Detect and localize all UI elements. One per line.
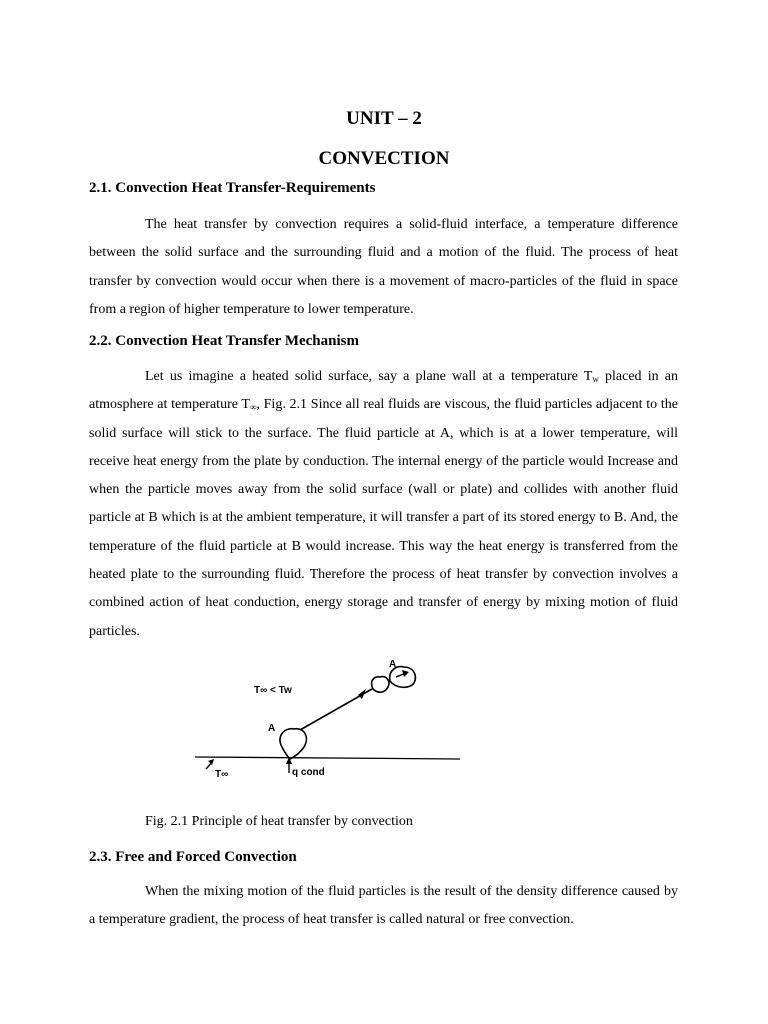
- section-paragraph-2-2: [89, 363, 678, 646]
- label-a-top: A: [389, 659, 397, 670]
- subscript-infinity: ∞: [249, 402, 257, 413]
- paragraph-text: Let us imagine a heated solid surface, say a plane wall at a temperature T: [145, 369, 593, 384]
- collision-arrow-head: [402, 670, 409, 677]
- fluid-particle-upper-left: [372, 677, 389, 693]
- paragraph-text: , Fig. 2.1 Since all real fluids are viscous, the fluid particles adjacent to the solid surface will stick to the surface. The fluid particle at A, which is at a lower temperature, will receive heat energy from the plate by conduction. The internal energy of the particle would Increase and when the particle moves away from the solid surface (wall or plate) and collides with another fluid particle at B which is at the ambient temperature, it will transfer a part of its stored energy to B. And, the temperature of the fluid particle at B would increase. This way the heat energy is transferred from the heated plate to the surrounding fluid. Therefore the process of heat transfer by convection involves a combined action of heat conduction, energy storage and transfer of energy by mixing motion of fluid particles.: [89, 397, 678, 639]
- label-a-particle: A: [268, 723, 276, 734]
- unit-title: UNIT – 2: [346, 108, 422, 129]
- label-wall-temperature: T∞: [215, 769, 229, 780]
- chapter-title: CONVECTION: [318, 148, 450, 169]
- label-temperature-condition: T∞ < Tw: [254, 685, 292, 696]
- fluid-particle-a: [280, 729, 306, 759]
- figure-caption: Fig. 2.1 Principle of heat transfer by convection: [145, 814, 413, 829]
- subscript-w: w: [592, 374, 599, 384]
- section-paragraph-2-1: The heat transfer by convection requires a solid-fluid interface, a temperature difference between the solid surface and the surrounding fluid and a motion of the fluid. The process of heat transfer by convection would occur when there is a movement of macro-particles of the fluid in space from a region of higher temperature to lower temperature.: [89, 217, 678, 317]
- section-paragraph-2-3: When the mixing motion of the fluid particles is the result of the density difference caused by a temperature gradient, the process of heat transfer is called natural or free convection.: [89, 884, 678, 928]
- convection-figure: [190, 655, 465, 785]
- label-q-cond: q cond: [292, 767, 325, 778]
- wall-surface-line: [195, 757, 460, 759]
- section-heading-2-1: 2.1. Convection Heat Transfer-Requirements: [89, 180, 376, 196]
- section-heading-2-3: 2.3. Free and Forced Convection: [89, 849, 297, 865]
- paragraph-text: placed in an atmosphere at temperature T: [89, 369, 678, 413]
- section-heading-2-2: 2.2. Convection Heat Transfer Mechanism: [89, 333, 359, 349]
